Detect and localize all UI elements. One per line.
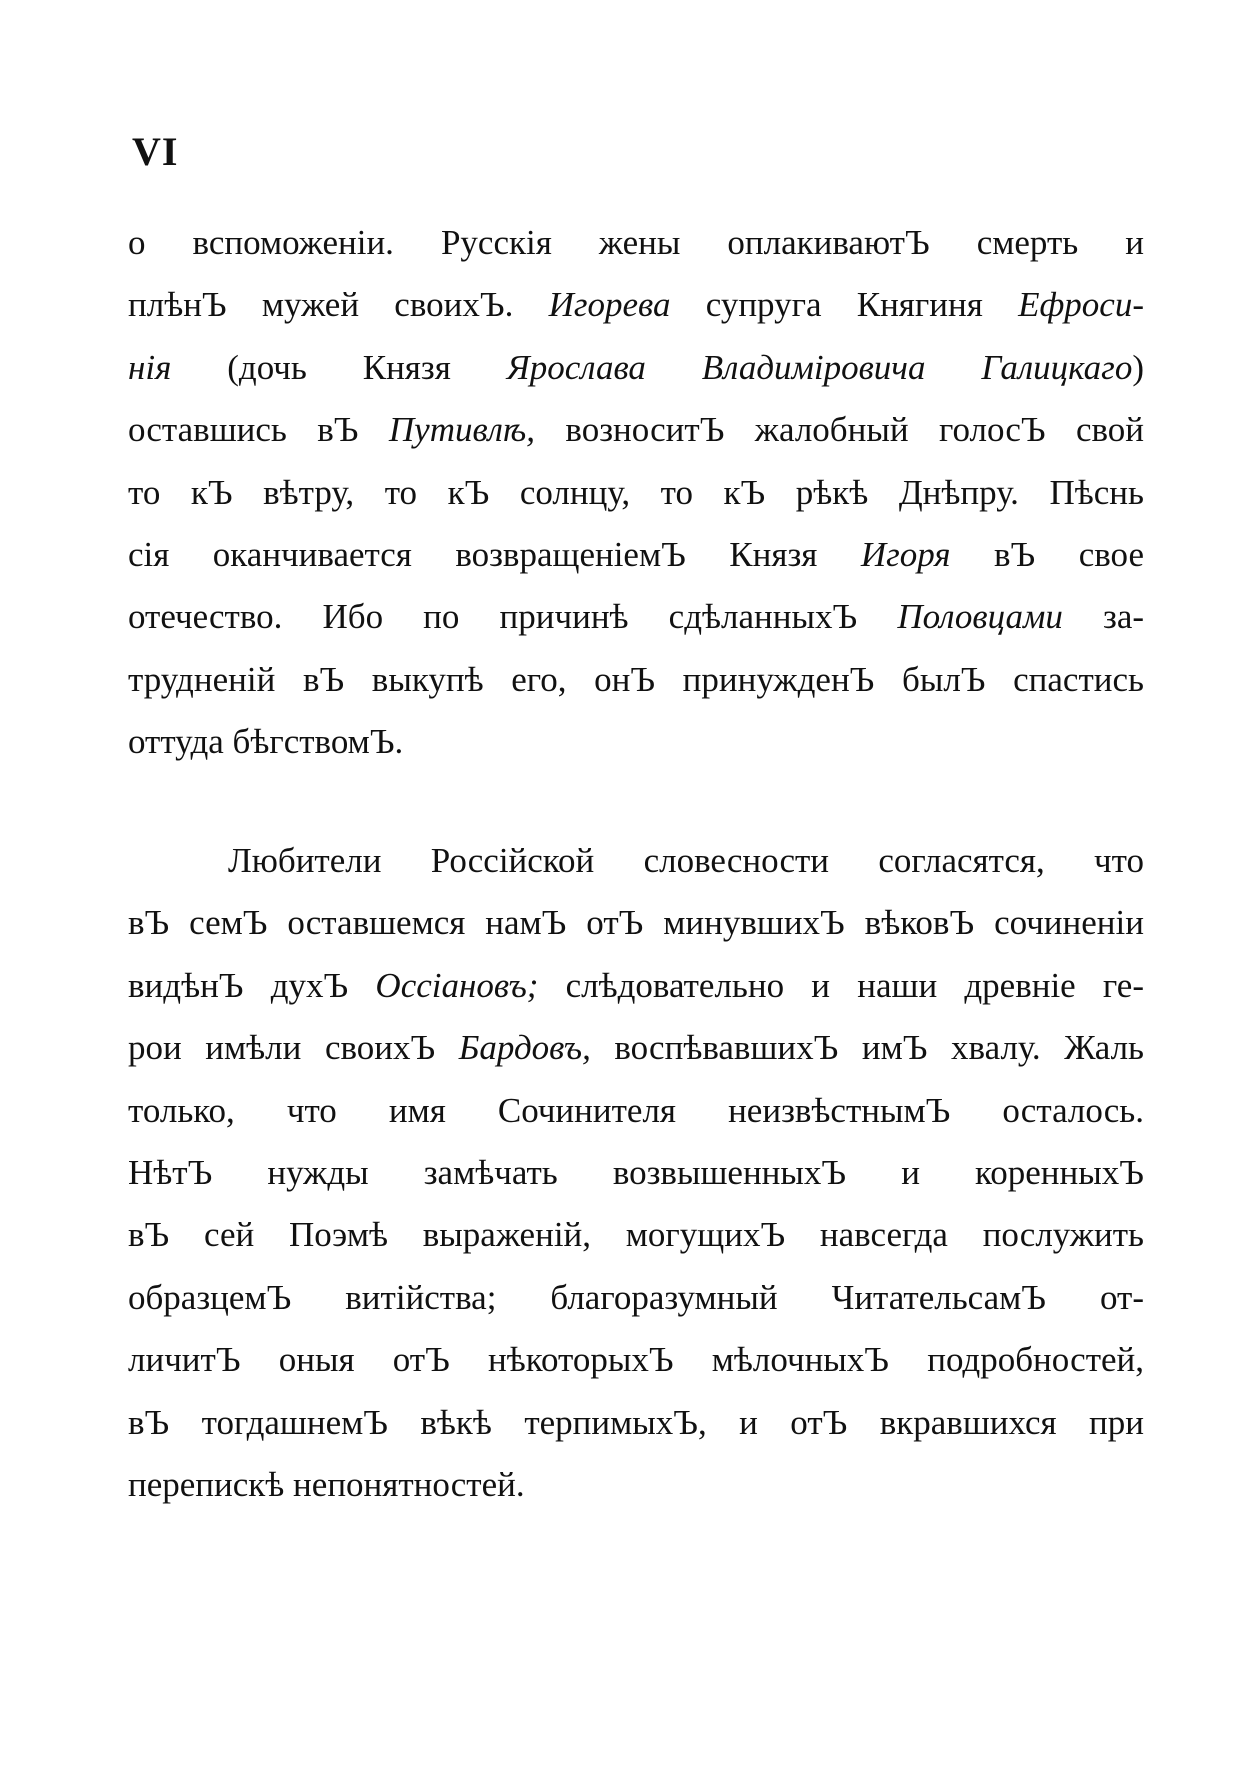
- text-run: супруга Княгиня: [670, 285, 1019, 325]
- text-run: плѣнЪ мужей своихЪ.: [128, 285, 549, 325]
- text-line: [128, 1204, 1144, 1266]
- text-run: то кЪ вѣтру, то кЪ солнцу, то кЪ рѣкѣ Днѣпру. Пѣснь: [128, 472, 1144, 512]
- text-line: [128, 1392, 1144, 1454]
- paragraph-1: [128, 212, 1144, 774]
- text-run: вЪ семЪ оставшемся намЪ отЪ минувшихЪ вѣковЪ сочиненіи: [128, 903, 1144, 943]
- text-run: ): [1132, 347, 1144, 387]
- italic-name: Оссіановъ;: [375, 965, 539, 1005]
- text-run: воспѣвавшихЪ имЪ хвалу. Жаль: [590, 1028, 1145, 1068]
- text-run: (дочь Князя: [171, 347, 507, 387]
- text-line: [128, 462, 1144, 524]
- text-line: [128, 524, 1144, 586]
- italic-name: Игоря: [860, 534, 951, 574]
- text-run: НѣтЪ нужды замѣчать возвышенныхЪ и коренныхЪ: [128, 1152, 1144, 1192]
- italic-name: Ярослава Владиміровича Галицкаго: [506, 347, 1133, 387]
- text-run: оставшись вЪ: [128, 410, 389, 450]
- text-line: [128, 399, 1144, 461]
- text-line: [128, 1329, 1144, 1391]
- text-line: [128, 586, 1144, 648]
- text-line: [128, 1017, 1144, 1079]
- text-line: [128, 274, 1144, 336]
- text-run: отечество. Ибо по причинѣ сдѣланныхЪ: [128, 597, 898, 637]
- italic-name: Половцами: [897, 597, 1063, 637]
- paragraph-2: [128, 830, 1144, 1516]
- italic-name: Бардовъ,: [458, 1028, 591, 1068]
- text-run: вЪ сей Поэмѣ выраженій, могущихЪ навсегда послужить: [128, 1215, 1144, 1255]
- text-line: [128, 337, 1144, 399]
- text-run: рои имѣли своихЪ: [128, 1028, 459, 1068]
- text-run: видѣнЪ духЪ: [128, 965, 376, 1005]
- text-line: [128, 1454, 1144, 1516]
- text-line: [128, 1080, 1144, 1142]
- italic-name: Игорева: [548, 285, 671, 325]
- page-number: VI: [132, 129, 179, 174]
- text-line: [128, 212, 1144, 274]
- text-run: за-: [1062, 597, 1145, 637]
- text-run: вЪ тогдашнемЪ вѣкѣ терпимыхЪ, и отЪ вкравшихся при: [128, 1402, 1144, 1442]
- text-line: [128, 649, 1144, 711]
- text-line: [128, 711, 1144, 773]
- text-run: оттуда бѣгствомЪ.: [128, 722, 404, 762]
- italic-name: Ефроси-: [1018, 285, 1144, 325]
- text-run: только, что имя Сочинителя неизвѣстнымЪ осталось.: [128, 1090, 1144, 1130]
- text-line: [128, 955, 1144, 1017]
- text-run: возноситЪ жалобный голосЪ свой: [535, 410, 1145, 450]
- text-run: Любители Россійской словесности согласятся, что: [228, 841, 1144, 880]
- text-run: личитЪ оныя отЪ нѣкоторыхЪ мѣлочныхЪ подробностей,: [128, 1340, 1144, 1380]
- text-run: перепискѣ непонятностей.: [128, 1464, 525, 1504]
- text-run: образцемЪ витійства; благоразумный ЧитательсамЪ от-: [128, 1277, 1144, 1317]
- text-run: слѣдовательно и наши древніе ге-: [538, 965, 1144, 1005]
- text-run: о вспоможеніи. Русскія жены оплакиваютЪ смерть и: [128, 223, 1144, 262]
- italic-name: нія: [128, 347, 172, 387]
- text-line: [128, 830, 1144, 892]
- text-run: сія оканчивается возвращеніемЪ Князя: [128, 534, 861, 574]
- text-run: трудненій вЪ выкупѣ его, онЪ принужденЪ былЪ спастись: [128, 659, 1144, 699]
- italic-name: Путивлѣ,: [388, 410, 536, 450]
- text-line: [128, 892, 1144, 954]
- text-line: [128, 1142, 1144, 1204]
- text-line: [128, 1267, 1144, 1329]
- text-run: вЪ свое: [950, 534, 1144, 574]
